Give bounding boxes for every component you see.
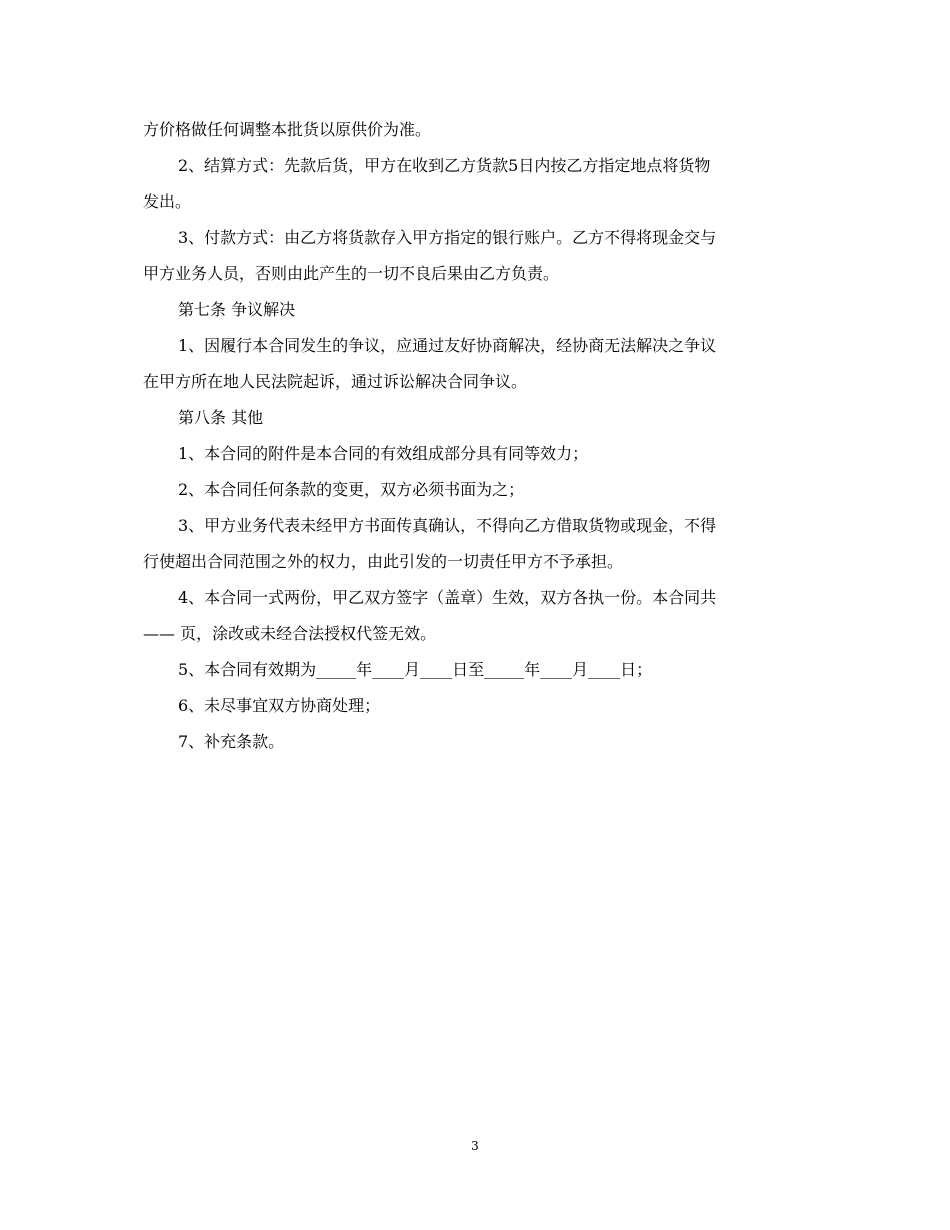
section-heading-article-8: 第八条 其他: [178, 408, 264, 427]
text-line-18: 7、补充条款。: [178, 732, 285, 751]
text-line-2: 2、结算方式：先款后货，甲方在收到乙方货款5日内按乙方指定地点将货物: [178, 156, 711, 175]
page-number: 3: [471, 1139, 479, 1153]
text-line-3: 发出。: [143, 192, 192, 211]
text-line-1: 方价格做任何调整本批货以原供价为准。: [143, 120, 432, 139]
text-line-15: —— 页，涂改或未经合法授权代签无效。: [143, 624, 437, 643]
text-line-8: 在甲方所在地人民法院起诉，通过诉讼解决合同争议。: [143, 372, 528, 391]
text-line-7: 1、因履行本合同发生的争议，应通过友好协商解决，经协商无法解决之争议: [178, 336, 717, 355]
text-line-5: 甲方业务人员，否则由此产生的一切不良后果由乙方负责。: [143, 264, 560, 283]
text-line-16: 5、本合同有效期为_____年____月____日至_____年____月____日；: [178, 660, 653, 679]
text-line-14: 4、本合同一式两份，甲乙双方签字（盖章）生效，双方各执一份。本合同共: [178, 588, 717, 607]
text-line-13: 行使超出合同范围之外的权力，由此引发的一切责任甲方不予承担。: [143, 552, 624, 571]
text-line-12: 3、甲方业务代表未经甲方书面传真确认，不得向乙方借取货物或现金，不得: [178, 516, 717, 535]
text-line-11: 2、本合同任何条款的变更，双方必须书面为之；: [178, 480, 525, 499]
text-line-10: 1、本合同的附件是本合同的有效组成部分具有同等效力；: [178, 444, 589, 463]
text-line-17: 6、未尽事宜双方协商处理；: [178, 696, 381, 715]
document-body: [143, 112, 803, 760]
section-heading-article-7: 第七条 争议解决: [178, 300, 296, 319]
text-line-4: 3、付款方式：由乙方将货款存入甲方指定的银行账户。乙方不得将现金交与: [178, 228, 717, 247]
